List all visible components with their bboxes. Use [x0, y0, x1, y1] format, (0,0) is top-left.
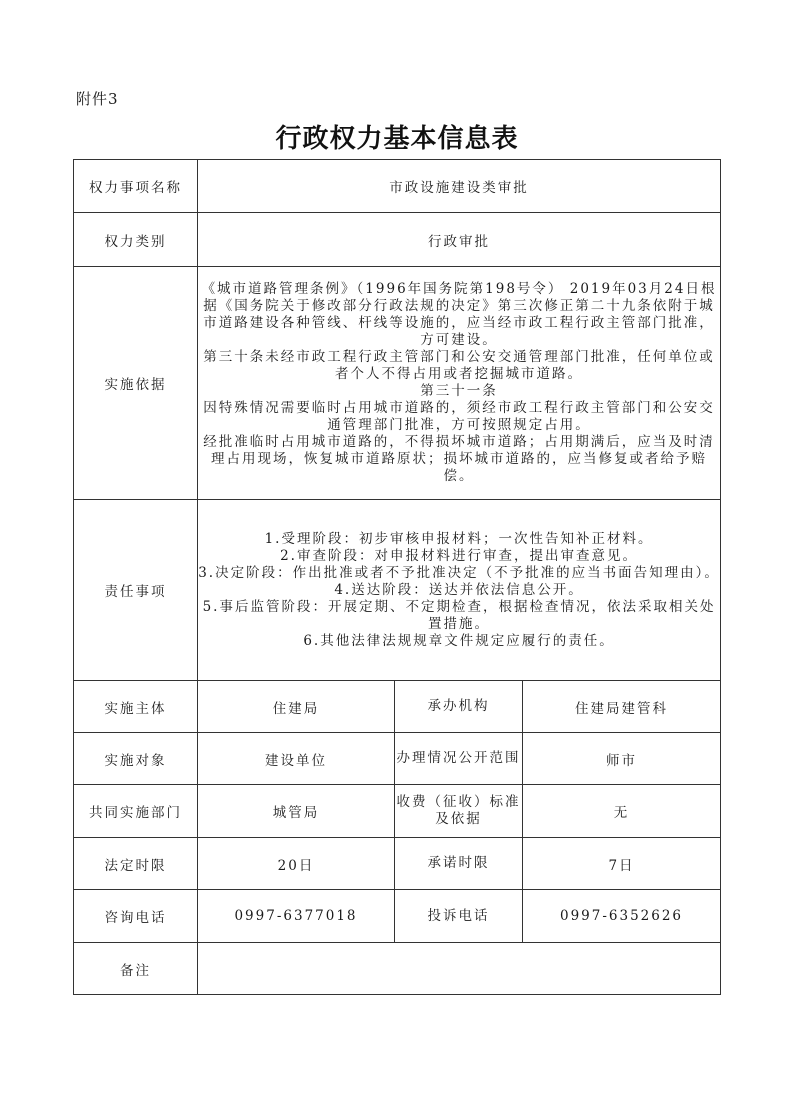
target-label: 实施对象 — [74, 733, 198, 785]
basis-value — [198, 267, 721, 500]
table-row-remarks — [74, 943, 721, 995]
table-row-name — [74, 160, 721, 213]
responsibility-item: 2.审查阶段：对申报材料进行审查，提出审查意见。 — [280, 547, 638, 564]
responsibility-item: 5.事后监管阶段：开展定期、不定期检查，根据检查情况，依法采取相关处置措施。 — [202, 598, 716, 632]
attachment-label: 附件3 — [76, 90, 119, 108]
responsibility-value — [198, 500, 721, 681]
basis-paragraph: 第三十条未经市政工程行政主管部门和公安交通管理部门批准，任何单位或者个人不得占用或者挖掘城市道路。 — [203, 349, 715, 382]
page-title: 行政权力基本信息表 — [275, 124, 519, 154]
category-value: 行政审批 — [198, 213, 721, 267]
responsibility-item: 3.决定阶段：作出批准或者不予批准决定（不予批准的应当书面告知理由）。 — [198, 564, 720, 581]
basis-label: 实施依据 — [74, 267, 198, 500]
responsibility-item: 6.其他法律法规规章文件规定应履行的责任。 — [303, 632, 615, 649]
legal-deadline-label: 法定时限 — [74, 838, 198, 890]
remarks-label: 备注 — [74, 943, 198, 995]
name-label: 权力事项名称 — [74, 160, 198, 213]
handling-agency-value: 住建局建管科 — [523, 681, 721, 733]
category-label: 权力类别 — [74, 213, 198, 267]
joint-dept-value: 城管局 — [198, 785, 395, 838]
complaint-phone-label: 投诉电话 — [395, 890, 523, 943]
responsibility-label: 责任事项 — [74, 500, 198, 681]
disclosure-scope-value: 师市 — [523, 733, 721, 785]
joint-dept-label: 共同实施部门 — [74, 785, 198, 838]
target-value: 建设单位 — [198, 733, 395, 785]
table-row-deadline — [74, 838, 721, 890]
table-row-subject — [74, 681, 721, 733]
basis-paragraph: 第三十一条 — [420, 383, 498, 399]
remarks-value — [198, 943, 721, 995]
consult-phone-value: 0997-6377018 — [198, 890, 395, 943]
table-row-basis — [74, 267, 721, 500]
responsibility-item: 1.受理阶段：初步审核申报材料；一次性告知补正材料。 — [264, 530, 654, 547]
consult-phone-label: 咨询电话 — [74, 890, 198, 943]
handling-agency-label: 承办机构 — [395, 681, 523, 733]
fee-standard-label: 收费（征收）标准及依据 — [395, 785, 523, 838]
basis-paragraph: 经批准临时占用城市道路的，不得损坏城市道路；占用期满后，应当及时清理占用现场，恢复城市道路原状；损坏城市道路的，应当修复或者给予赔偿。 — [203, 434, 715, 484]
promised-deadline-value: 7日 — [523, 838, 721, 890]
fee-standard-value: 无 — [523, 785, 721, 838]
legal-deadline-value: 20日 — [198, 838, 395, 890]
table-row-phone — [74, 890, 721, 943]
basis-paragraph: 《城市道路管理条例》（1996年国务院第198号令） 2019年03月24日根据《国务院关于修改部分行政法规的决定》第三次修正第二十九条依附于城市道路建设各种管线、杆线等设施的，应当经市政工程行政主管部门批准，方可建设。 — [201, 281, 717, 348]
table-row-target — [74, 733, 721, 785]
info-table — [73, 159, 721, 995]
promised-deadline-label: 承诺时限 — [395, 838, 523, 890]
basis-paragraph: 因特殊情况需要临时占用城市道路的，须经市政工程行政主管部门和公安交通管理部门批准，方可按照规定占用。 — [203, 400, 715, 433]
subject-label: 实施主体 — [74, 681, 198, 733]
table-row-category — [74, 213, 721, 267]
responsibility-item: 4.送达阶段：送达并依法信息公开。 — [334, 581, 584, 598]
disclosure-scope-label: 办理情况公开范围 — [395, 733, 523, 785]
complaint-phone-value: 0997-6352626 — [523, 890, 721, 943]
table-row-joint — [74, 785, 721, 838]
subject-value: 住建局 — [198, 681, 395, 733]
name-value: 市政设施建设类审批 — [198, 160, 721, 213]
table-row-responsibility — [74, 500, 721, 681]
